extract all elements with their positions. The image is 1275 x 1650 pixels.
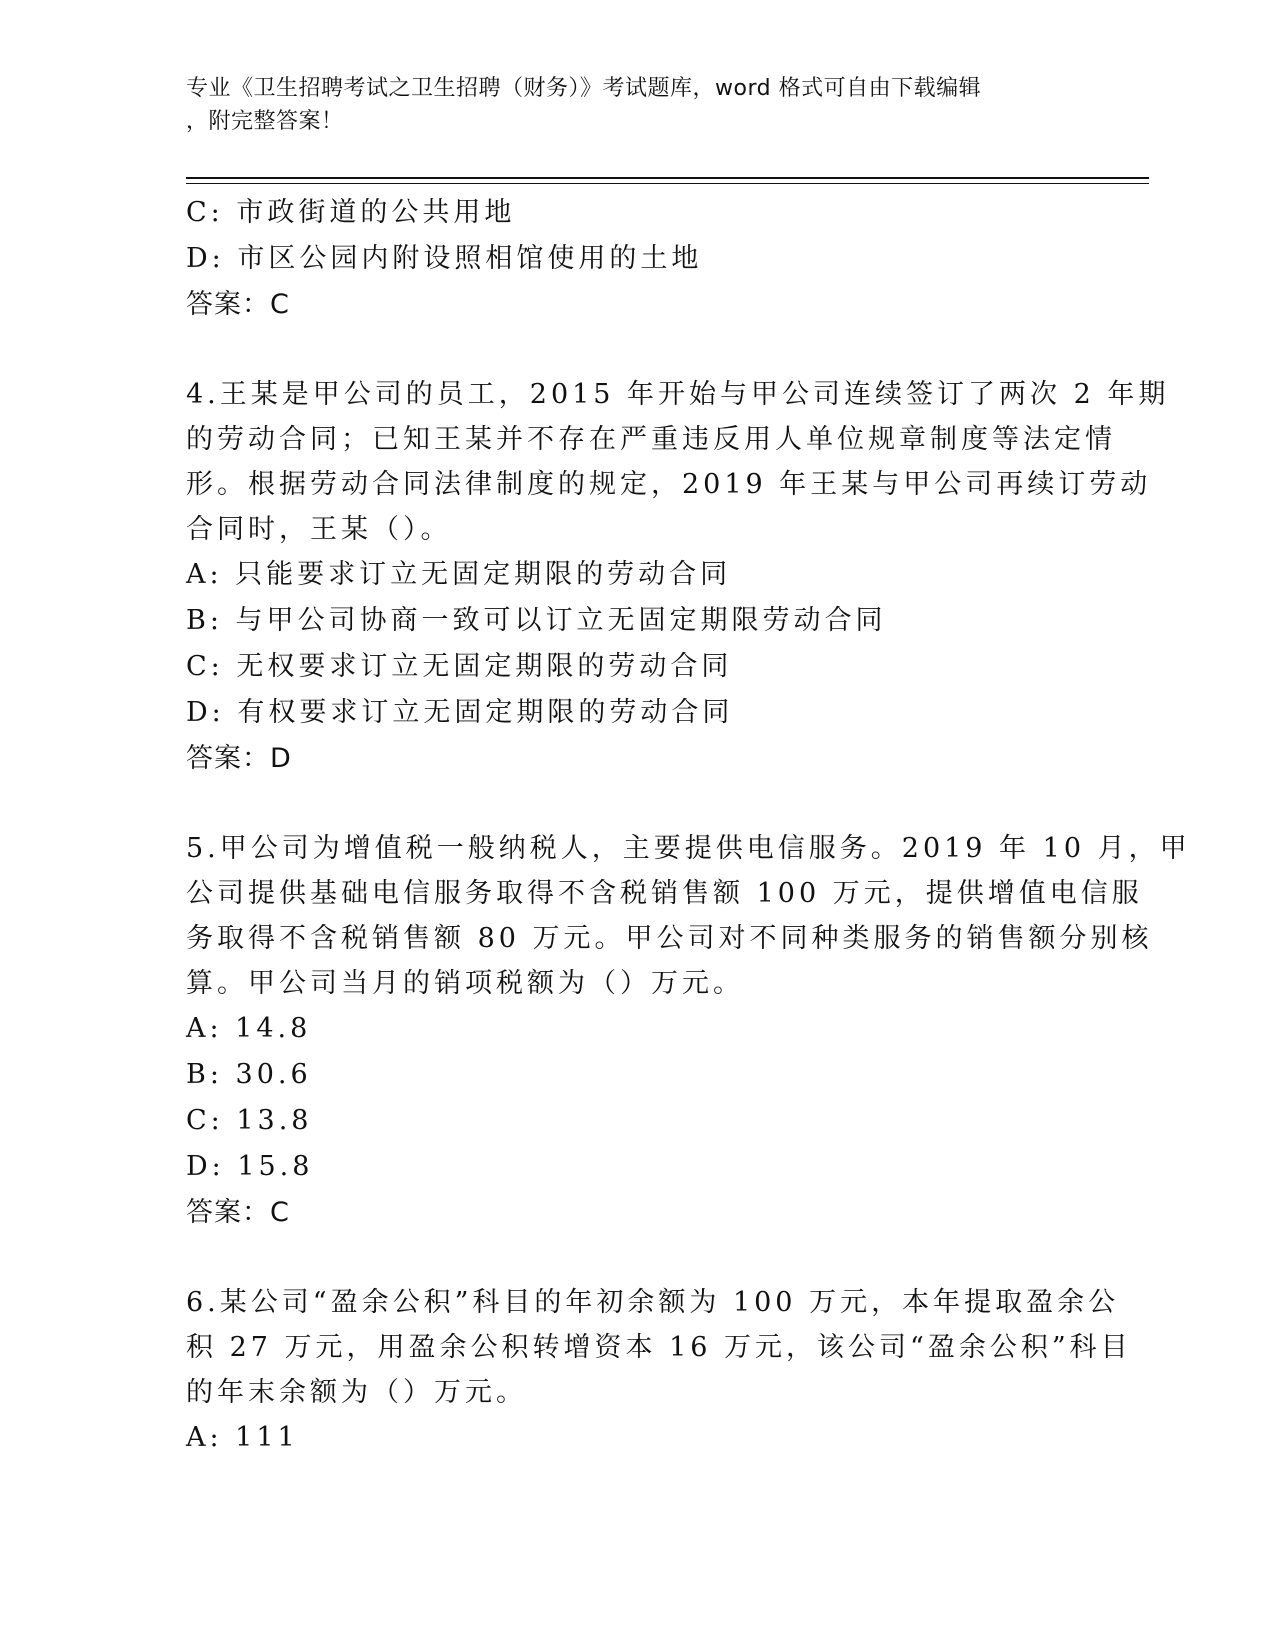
question-3 [186,190,1086,328]
spacer [186,1236,1086,1280]
q4-answer: 答案：D [186,743,292,774]
q5-stem-line-4: 算。甲公司当月的销项税额为（）万元。 [186,968,744,999]
question-5 [186,826,1191,1236]
q4-stem-line-1: 4.王某是甲公司的员工，2015 年开始与甲公司连续签订了两次 2 年期 [186,379,1170,410]
q4-option-b: B: 与甲公司协商一致可以订立无固定期限劳动合同 [186,605,887,636]
q5-option-b: B: 30.6 [186,1059,312,1090]
q5-option-d: D: 15.8 [186,1151,314,1182]
spacer [186,328,1086,372]
header-line-1: 专业《卫生招聘考试之卫生招聘（财务）》考试题库，word 格式可自由下载编辑 [186,76,982,101]
header-rule-thick [186,177,1149,179]
question-6 [186,1280,1132,1461]
q4-option-d: D: 有权要求订立无固定期限的劳动合同 [186,697,734,728]
q3-answer: 答案：C [186,289,290,320]
q5-stem-line-2: 公司提供基础电信服务取得不含税销售额 100 万元，提供增值电信服 [186,878,1143,909]
q5-option-a: A: 14.8 [186,1013,312,1044]
q5-answer: 答案：C [186,1197,290,1228]
q6-stem-line-2: 积 27 万元，用盈余公积转增资本 16 万元，该公司“盈余公积”科目 [186,1332,1132,1363]
q6-stem-line-3: 的年末余额为（）万元。 [186,1377,527,1408]
q4-option-c: C: 无权要求订立无固定期限的劳动合同 [186,651,733,682]
question-4 [186,372,1170,782]
q4-stem-line-3: 形。根据劳动合同法律制度的规定，2019 年王某与甲公司再续订劳动 [186,469,1152,500]
header-rule-thin [186,183,1149,184]
q5-option-c: C: 13.8 [186,1105,313,1136]
q6-option-a: A: 111 [186,1422,299,1453]
spacer [186,782,1086,826]
q3-option-d: D: 市区公园内附设照相馆使用的土地 [186,243,703,274]
document-body [186,190,1191,1461]
header-line-2: ，附完整答案！ [186,109,344,134]
q6-stem-line-1: 6.某公司“盈余公积”科目的年初余额为 100 万元，本年提取盈余公 [186,1287,1120,1318]
q5-stem-line-1: 5.甲公司为增值税一般纳税人，主要提供电信服务。2019 年 10 月，甲 [186,833,1191,864]
q3-option-c: C: 市政街道的公共用地 [186,197,516,228]
q4-stem-line-4: 合同时，王某（）。 [186,514,452,545]
q5-stem-line-3: 务取得不含税销售额 80 万元。甲公司对不同种类服务的销售额分别核 [186,923,1153,954]
q4-option-a: A: 只能要求订立无固定期限的劳动合同 [186,559,732,590]
q4-stem-line-2: 的劳动合同；已知王某并不存在严重违反用人单位规章制度等法定情 [186,424,1116,455]
document-header [186,72,1086,138]
